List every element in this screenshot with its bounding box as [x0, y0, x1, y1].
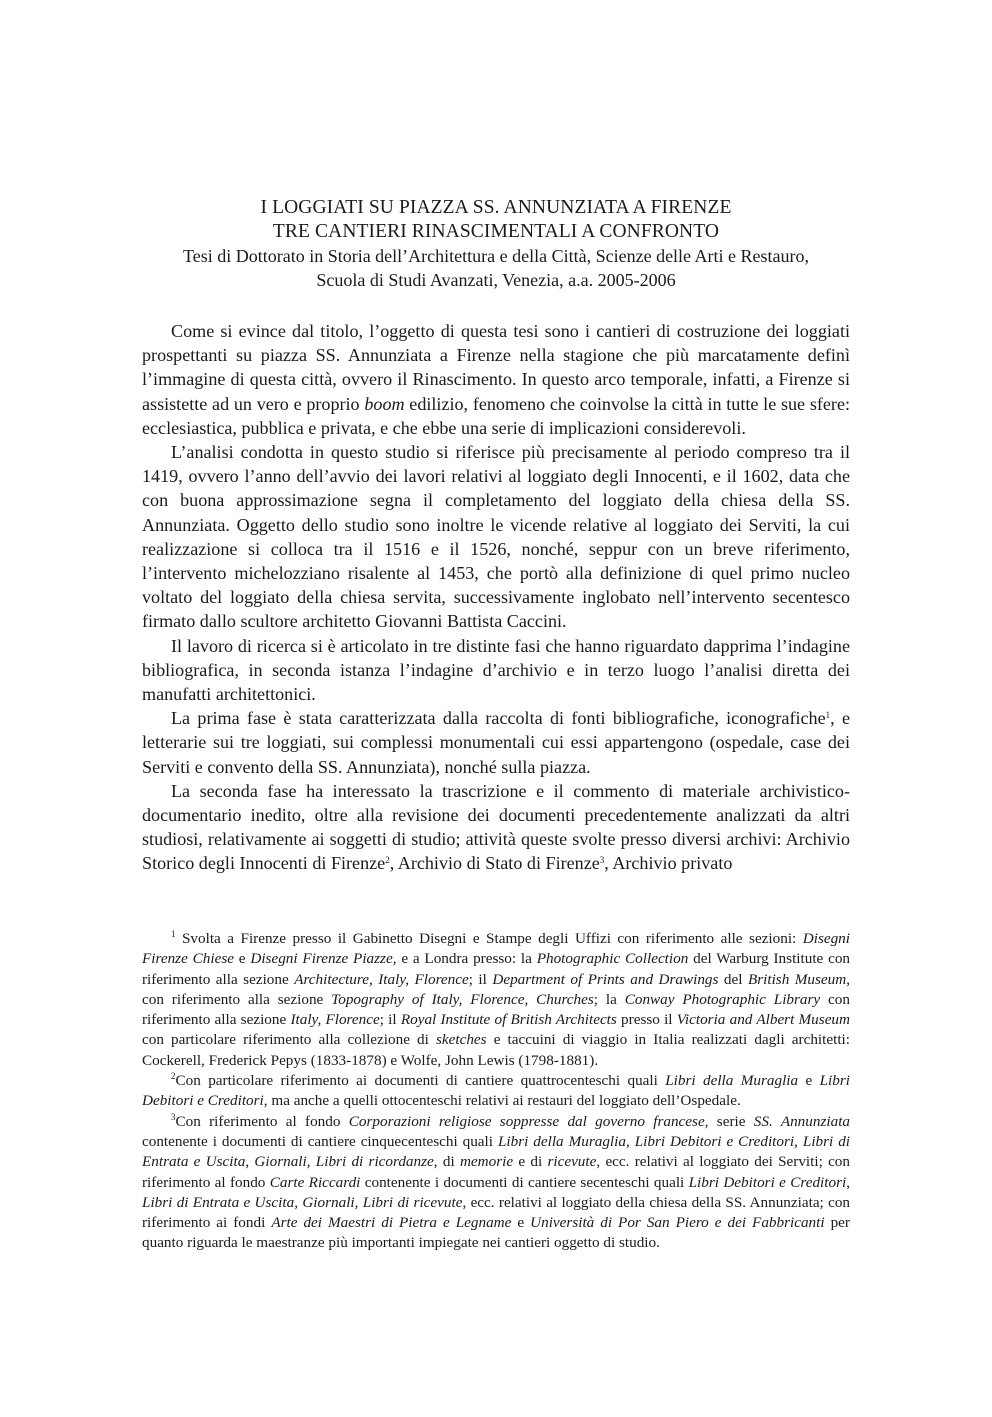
footnote-number-3: 3 — [171, 1111, 176, 1122]
footnote-number-1: 1 — [171, 929, 176, 939]
footnote-number-2: 2 — [171, 1071, 176, 1082]
page-title-line-2: TRE CANTIERI RINASCIMENTALI A CONFRONTO — [272, 221, 720, 242]
paragraph-2: L’analisi condotta in questo studio si riferisce più precisamente al periodo compreso tra il 1419, ovvero l’anno dell’avvio dei lavori relativi al loggiato degli Innocenti, e il 1602, data che con buona approssimazione segna il completamento del loggiato della chiesa della SS. Annunziata. Oggetto dello studio sono inoltre le vicende relative al loggiato dei Serviti, la cui realizzazione si colloca tra il 1516 e il 1526, nonché, seppur con un breve riferimento, l’intervento michelozziano risalente al 1453, che portò alla definizione di quel primo nucleo voltato del loggiato della chiesa servita, successivamente inglobato nell’intervento secentesco firmato dallo scultore architetto Giovanni Battista Caccini. — [142, 442, 850, 632]
body-text — [142, 319, 850, 876]
footnote-ref-3[interactable]: 3 — [599, 855, 605, 866]
paragraph-3: Il lavoro di ricerca si è articolato in tre distinte fasi che hanno riguardato dapprima l’indagine bibliografica, in seconda istanza l’indagine d’archivio e in terzo luogo l’analisi diretta dei manufatti architettonici. — [142, 635, 850, 705]
footnote-3: $^3$Con riferimento al fondo Corporazioni religiose soppresse dal governo francese, serie SS. Annunziata contenente i documenti di cantiere cinquecenteschi quali Libri della Muraglia, Libri Debitori e Creditori, Libri di Entrata e Uscita, Giornali, Libri di ricordanze, di memorie e di ricevute, ecc. relativi al loggiato dei Serviti; con riferimento al fondo Carte Riccardi contenente i documenti di cantiere secenteschi quali Libri Debitori e Creditori, Libri di Entrata e Uscita, Giornali, Libri di ricevute, ecc. relativi al loggiato della chiesa della SS. Annunziata; con riferimento ai fondi Arte dei Maestri di Pietra e Legname e Università di Por San Piero e dei Fabbricanti per quanto riguarda le maestranze più importanti impiegate nei cantieri oggetto di studio. — [142, 1111, 851, 1252]
page-title-line-1: I LOGGIATI SU PIAZZA SS. ANNUNZIATA A FIRENZE — [260, 197, 732, 218]
italic-term: boom — [364, 393, 405, 414]
paragraph-5: La seconda fase ha interessato la trascrizione e il commento di materiale archivistico-documentario inedito, oltre alla revisione dei documenti precedentemente analizzati da altri studiosi, relativamente ai soggetti di studio; attività queste svolte presso diversi archivi: Archivio Storico degli Innocenti di Firenze$^2$, Archivio di Stato di Firenze$^3$, Archivio privato — [142, 780, 850, 874]
footnote-ref-1[interactable]: 1 — [825, 710, 831, 721]
page-subtitle-line-1: Tesi di Dottorato in Storia dell’Architettura e della Città, Scienze delle Arti e Restauro, — [182, 246, 810, 266]
footnote-1: $^1$ Svolta a Firenze presso il Gabinetto Disegni e Stampe degli Uffizi con riferimento alle sezioni: Disegni Firenze Chiese e Disegni Firenze Piazze, e a Londra presso: la Photographic Collection del Warburg Institute con riferimento alla sezione Architecture, Italy, Florence; il Department of Prints and Drawings del British Museum, con riferimento alla sezione Topography of Italy, Florence, Churches; la Conway Photographic Library con riferimento alla sezione Italy, Florence; il Royal Institute of British Architects presso il Victoria and Albert Museum con particolare riferimento alla collezione di sketches e taccuini di viaggio in Italia realizzati dagli architetti: Cockerell, Frederick Pepys (1833-1878) e Wolfe, John Lewis (1798-1881). — [142, 929, 851, 1069]
page-subtitle-line-2: Scuola di Studi Avanzati, Venezia, a.a. 2005-2006 — [316, 270, 676, 290]
paragraph-4: La prima fase è stata caratterizzata dalla raccolta di fonti bibliografiche, iconografiche$^1$, e letterarie sui tre loggiati, sui complessi monumentali cui essi appartengono (ospedale, case dei Serviti e convento della SS. Annunziata), nonché sulla piazza. — [142, 708, 850, 777]
footnote-ref-2[interactable]: 2 — [385, 855, 390, 866]
paragraph-1: Come si evince dal titolo, l’oggetto di questa tesi sono i cantieri di costruzione dei loggiati prospettanti su piazza SS. Annunziata a Firenze nella stagione che più marcatamente definì l’immagine di questa città, ovvero il Rinascimento. In questo arco temporale, infatti, a Firenze si assistette ad un vero e proprio boom edilizio, fenomeno che coinvolse la città in tutte le sue sfere: ecclesiastica, pubblica e privata, e che ebbe una serie di implicazioni considerevoli. — [142, 321, 850, 438]
footnote-2: $^2$Con particolare riferimento ai documenti di cantiere quattrocenteschi quali Libri della Muraglia e Libri Debitori e Creditori, ma anche a quelli ottocenteschi relativi ai restauri del loggiato dell’Ospedale. — [142, 1071, 850, 1110]
page-header — [142, 196, 850, 292]
footnotes — [142, 929, 850, 1254]
